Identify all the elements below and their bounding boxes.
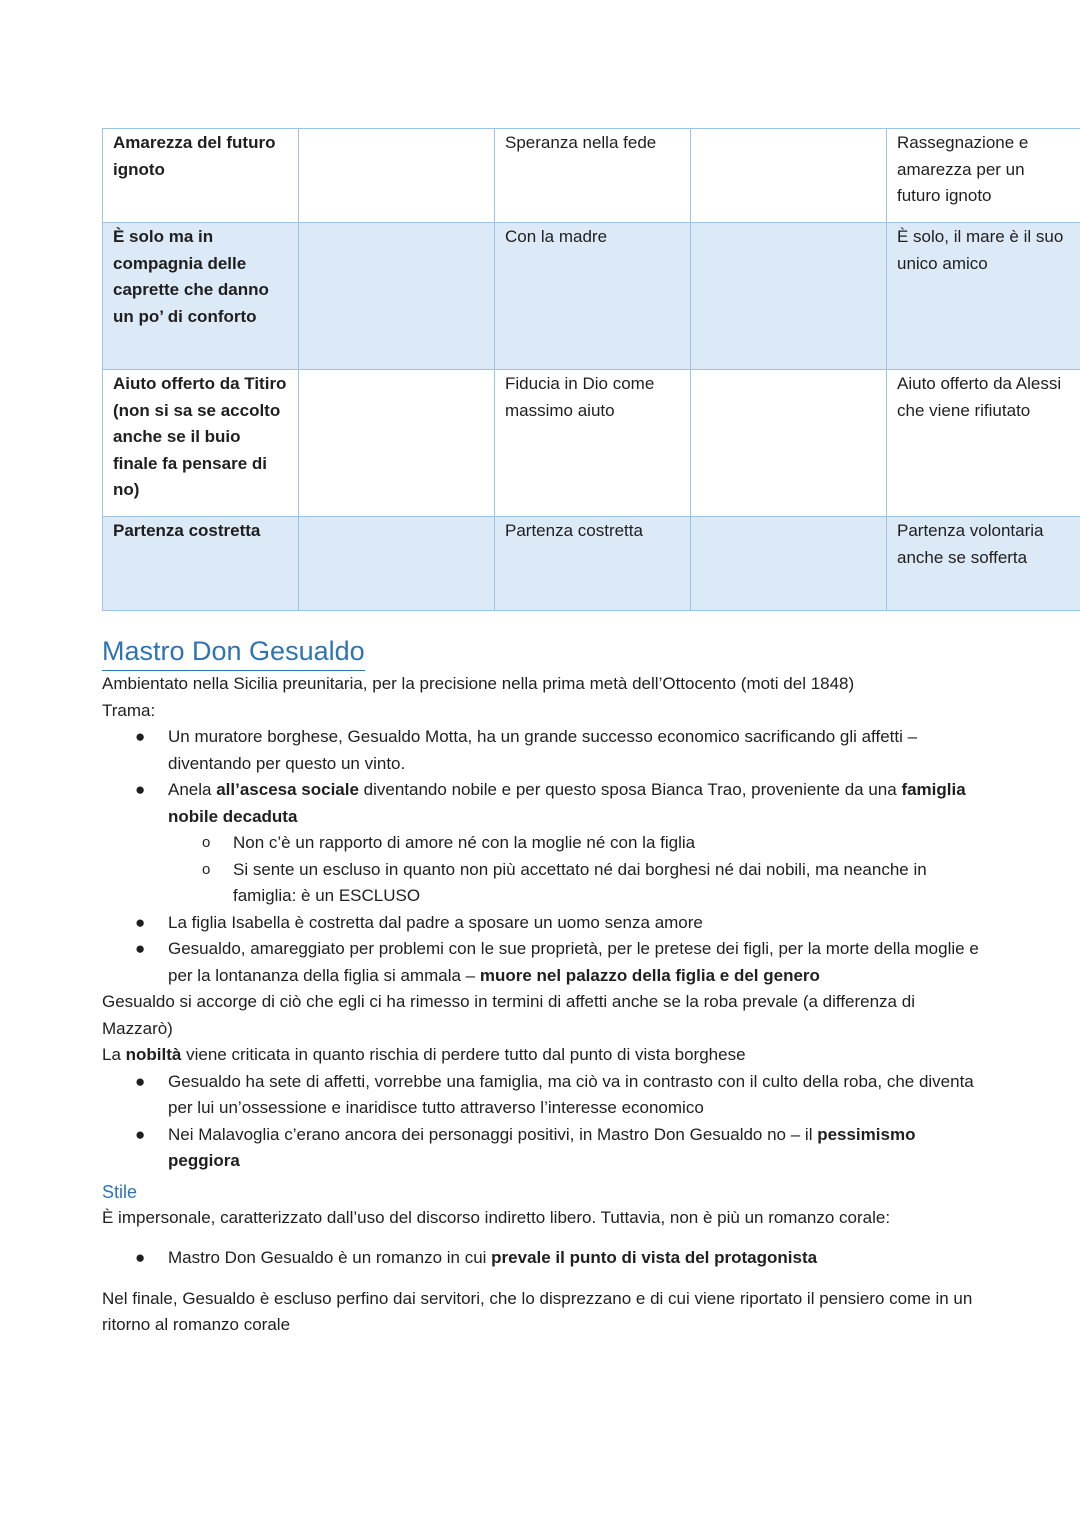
table-cell: È solo, il mare è il suo unico amico [887,223,1080,370]
bullet-icon: ● [135,939,146,958]
sub-list [168,830,982,910]
list-item [102,936,982,989]
table-cell [691,223,887,370]
table-row [103,223,1080,370]
table-cell: Speranza nella fede [495,129,691,223]
table-cell [691,517,887,611]
paragraph-text: viene criticata in quanto rischia di perdere tutto dal punto di vista borghese [181,1045,746,1064]
table-cell: Amarezza del futuro ignoto [103,129,299,223]
table-cell [691,129,887,223]
list-item-text: Un muratore borghese, Gesualdo Motta, ha un grande successo economico sacrificando gli affetti – diventando per questo un vinto. [168,727,918,773]
table-cell [299,129,495,223]
spacer [102,1272,982,1286]
sub-list-item [102,857,982,910]
trama-list [102,724,982,989]
table-cell: Partenza volontaria anche se sofferta [887,517,1080,611]
table-row [103,517,1080,611]
trama-label: Trama: [102,700,156,720]
paragraph-text: La [102,1045,126,1064]
bullet-icon: ● [135,912,146,932]
circle-bullet-icon: o [202,860,211,878]
final-paragraph: Nel finale, Gesualdo è escluso perfino dai servitori, che lo disprezzano e di cui viene riportato il pensiero come in un ritorno al romanzo corale [102,1288,973,1334]
list-item-text: Gesualdo ha sete di affetti, vorrebbe una famiglia, ma ciò va in contrasto con il culto della roba, che diventa per lui un’ossessione e inaridisce tutto attraverso l’interesse economico [168,1071,974,1117]
bullet-icon: ● [135,780,146,799]
bullet-icon: ● [135,1071,146,1091]
table-row [103,370,1080,517]
circle-bullet-icon: o [202,834,211,851]
list-item [102,724,982,777]
list-item-text: Gesualdo, amareggiato per problemi con le sue proprietà, per le pretese dei figli, per la morte della moglie e per la lontananza della figlia si ammala – [168,939,979,985]
bold-text: pessimismo peggiora [168,1124,916,1170]
bold-text: prevale il punto di vista del protagonista [491,1248,818,1267]
table-cell: Con la madre [495,223,691,370]
comparison-table [102,128,1080,611]
section-title: Mastro Don Gesualdo [102,632,365,671]
intro-paragraph: Ambientato nella Sicilia preunitaria, per la precisione nella prima metà dell’Ottocento (moti del 1848) [102,674,855,693]
table-cell: Partenza costretta [103,517,299,611]
paragraph: Gesualdo si accorge di ciò che egli ci ha rimesso in termini di affetti anche se la roba prevale (a differenza di Mazzarò) [102,992,915,1038]
table-cell: Fiducia in Dio come massimo aiuto [495,370,691,517]
nobility-list [102,1069,982,1175]
list-item [102,910,982,937]
table-cell: Rassegnazione e amarezza per un futuro ignoto [887,129,1080,223]
table-cell [299,223,495,370]
bullet-icon: ● [135,727,146,746]
bullet-icon: ● [135,1248,146,1267]
paragraph: È impersonale, caratterizzato dall’uso del discorso indiretto libero. Tuttavia, non è più un romanzo corale: [102,1207,891,1227]
paragraph [102,1042,982,1069]
list-item [102,1122,982,1175]
sub-list-item [102,830,982,857]
bold-text: nobiltà [125,1045,182,1064]
table-cell: Aiuto offerto da Alessi che viene rifiutato [887,370,1080,517]
list-item-text: Mastro Don Gesualdo è un romanzo in cui [168,1248,492,1267]
sub-list-item-text: Non c’è un rapporto di amore né con la moglie né con la figlia [233,833,696,852]
list-item [102,1069,982,1122]
table-cell [299,517,495,611]
sub-list-item-text: Si sente un escluso in quanto non più accettato né dai borghesi né dai nobili, ma neanche in famiglia: è un ESCLUSO [233,859,927,905]
stile-list [102,1245,982,1272]
list-item [102,1245,982,1272]
spacer [102,1231,982,1245]
bold-text: all’ascesa sociale [216,780,359,799]
list-item-text: Nei Malavoglia c’erano ancora dei personaggi positivi, in Mastro Don Gesualdo no – il [168,1124,818,1144]
table-cell: È solo ma in compagnia delle caprette che danno un po’ di conforto [103,223,299,370]
table-cell: Aiuto offerto da Titiro (non si sa se accolto anche se il buio finale fa pensare di no) [103,370,299,517]
table-cell: Partenza costretta [495,517,691,611]
list-item-text: Anela [168,780,217,799]
list-item-text: diventando nobile e per questo sposa Bianca Trao, proveniente da una [358,780,902,799]
table-cell [691,370,887,517]
list-item [102,777,982,910]
bold-text: famiglia nobile decaduta [168,780,966,826]
table-cell [299,370,495,517]
bullet-icon: ● [135,1124,146,1144]
section-mastro-don-gesualdo [102,632,982,1339]
subsection-title: Stile [102,1181,138,1202]
bold-text: muore nel palazzo della figlia e del genero [479,965,820,985]
list-item-text: La figlia Isabella è costretta dal padre a sposare un uomo senza amore [168,912,703,932]
table-row [103,129,1080,223]
